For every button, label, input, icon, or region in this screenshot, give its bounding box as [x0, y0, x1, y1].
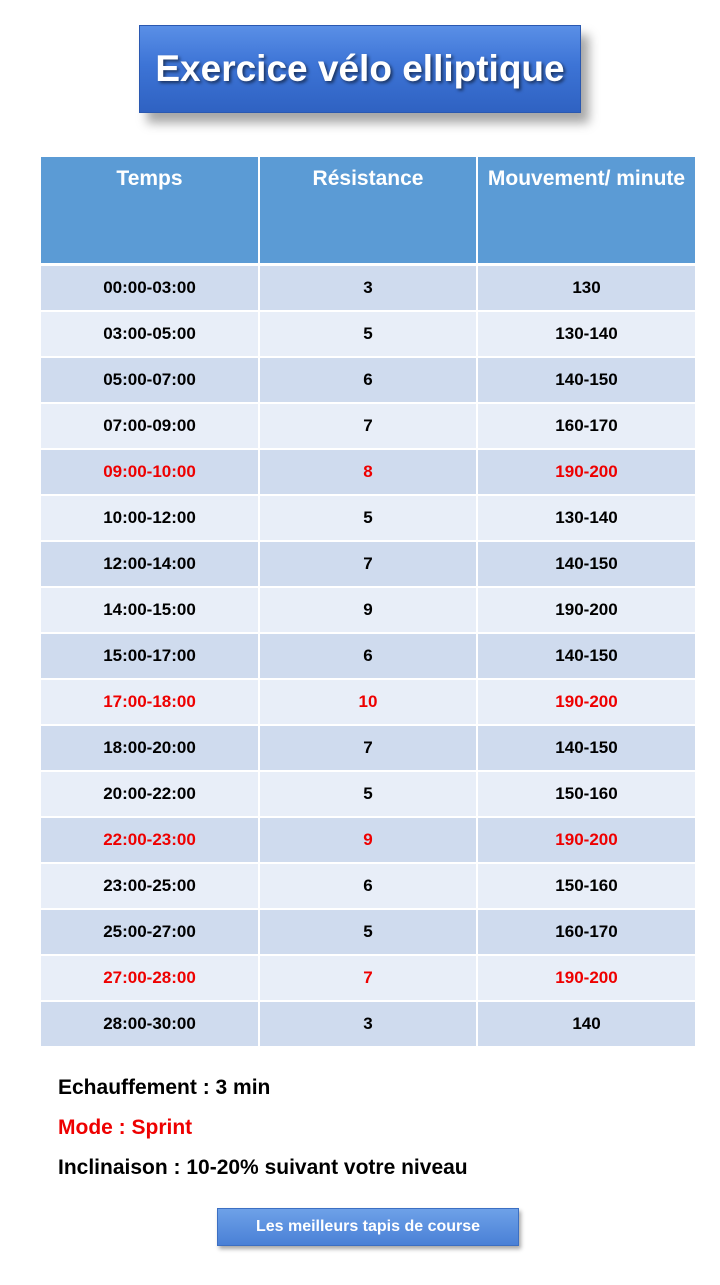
table-row [41, 863, 695, 909]
best-treadmills-button[interactable]: Les meilleurs tapis de course [217, 1208, 519, 1246]
time-cell: 20:00-22:00 [41, 771, 259, 817]
time-cell: 05:00-07:00 [41, 357, 259, 403]
time-cell: 14:00-15:00 [41, 587, 259, 633]
rpm-cell: 140-150 [477, 633, 695, 679]
resistance-cell: 7 [259, 725, 477, 771]
table-row [41, 403, 695, 449]
workout-table [41, 157, 695, 1048]
rpm-cell: 140-150 [477, 725, 695, 771]
resistance-cell: 5 [259, 771, 477, 817]
time-cell: 23:00-25:00 [41, 863, 259, 909]
table-header-row [41, 157, 695, 265]
rpm-cell: 190-200 [477, 449, 695, 495]
resistance-cell: 7 [259, 955, 477, 1001]
resistance-cell: 8 [259, 449, 477, 495]
rpm-cell: 190-200 [477, 955, 695, 1001]
table-row [41, 495, 695, 541]
table-row [41, 725, 695, 771]
rpm-cell: 140 [477, 1001, 695, 1047]
rpm-cell: 130 [477, 265, 695, 312]
page-title: Exercice vélo elliptique [155, 48, 565, 89]
header-mouvement-minute: Mouvement/ minute [477, 157, 695, 265]
rpm-cell: 190-200 [477, 587, 695, 633]
resistance-cell: 10 [259, 679, 477, 725]
mode-note: Mode : Sprint [58, 1116, 193, 1139]
resistance-cell: 7 [259, 541, 477, 587]
time-cell: 25:00-27:00 [41, 909, 259, 955]
incline-note: Inclinaison : 10-20% suivant votre niveau [58, 1156, 468, 1179]
time-cell: 07:00-09:00 [41, 403, 259, 449]
table-row [41, 357, 695, 403]
time-cell: 00:00-03:00 [41, 265, 259, 312]
time-cell: 22:00-23:00 [41, 817, 259, 863]
rpm-cell: 160-170 [477, 909, 695, 955]
table-row [41, 449, 695, 495]
resistance-cell: 5 [259, 495, 477, 541]
table-row [41, 817, 695, 863]
rpm-cell: 150-160 [477, 771, 695, 817]
rpm-cell: 140-150 [477, 357, 695, 403]
table-row [41, 633, 695, 679]
time-cell: 09:00-10:00 [41, 449, 259, 495]
table-row [41, 1001, 695, 1047]
time-cell: 18:00-20:00 [41, 725, 259, 771]
time-cell: 17:00-18:00 [41, 679, 259, 725]
table-row [41, 771, 695, 817]
header-temps: Temps [41, 157, 259, 265]
time-cell: 15:00-17:00 [41, 633, 259, 679]
resistance-cell: 5 [259, 311, 477, 357]
resistance-cell: 3 [259, 1001, 477, 1047]
rpm-cell: 190-200 [477, 817, 695, 863]
notes [58, 1068, 468, 1188]
resistance-cell: 7 [259, 403, 477, 449]
table-row [41, 265, 695, 312]
table-row [41, 679, 695, 725]
header-resistance: Résistance [259, 157, 477, 265]
table-row [41, 541, 695, 587]
resistance-cell: 6 [259, 863, 477, 909]
resistance-cell: 6 [259, 633, 477, 679]
table-row [41, 909, 695, 955]
time-cell: 27:00-28:00 [41, 955, 259, 1001]
resistance-cell: 9 [259, 587, 477, 633]
rpm-cell: 190-200 [477, 679, 695, 725]
time-cell: 03:00-05:00 [41, 311, 259, 357]
table-row [41, 587, 695, 633]
rpm-cell: 140-150 [477, 541, 695, 587]
rpm-cell: 150-160 [477, 863, 695, 909]
resistance-cell: 9 [259, 817, 477, 863]
rpm-cell: 160-170 [477, 403, 695, 449]
resistance-cell: 5 [259, 909, 477, 955]
time-cell: 28:00-30:00 [41, 1001, 259, 1047]
time-cell: 12:00-14:00 [41, 541, 259, 587]
rpm-cell: 130-140 [477, 495, 695, 541]
resistance-cell: 3 [259, 265, 477, 312]
table-row [41, 311, 695, 357]
title-banner [139, 25, 581, 113]
resistance-cell: 6 [259, 357, 477, 403]
time-cell: 10:00-12:00 [41, 495, 259, 541]
table-row [41, 955, 695, 1001]
rpm-cell: 130-140 [477, 311, 695, 357]
warmup-note: Echauffement : 3 min [58, 1076, 271, 1099]
